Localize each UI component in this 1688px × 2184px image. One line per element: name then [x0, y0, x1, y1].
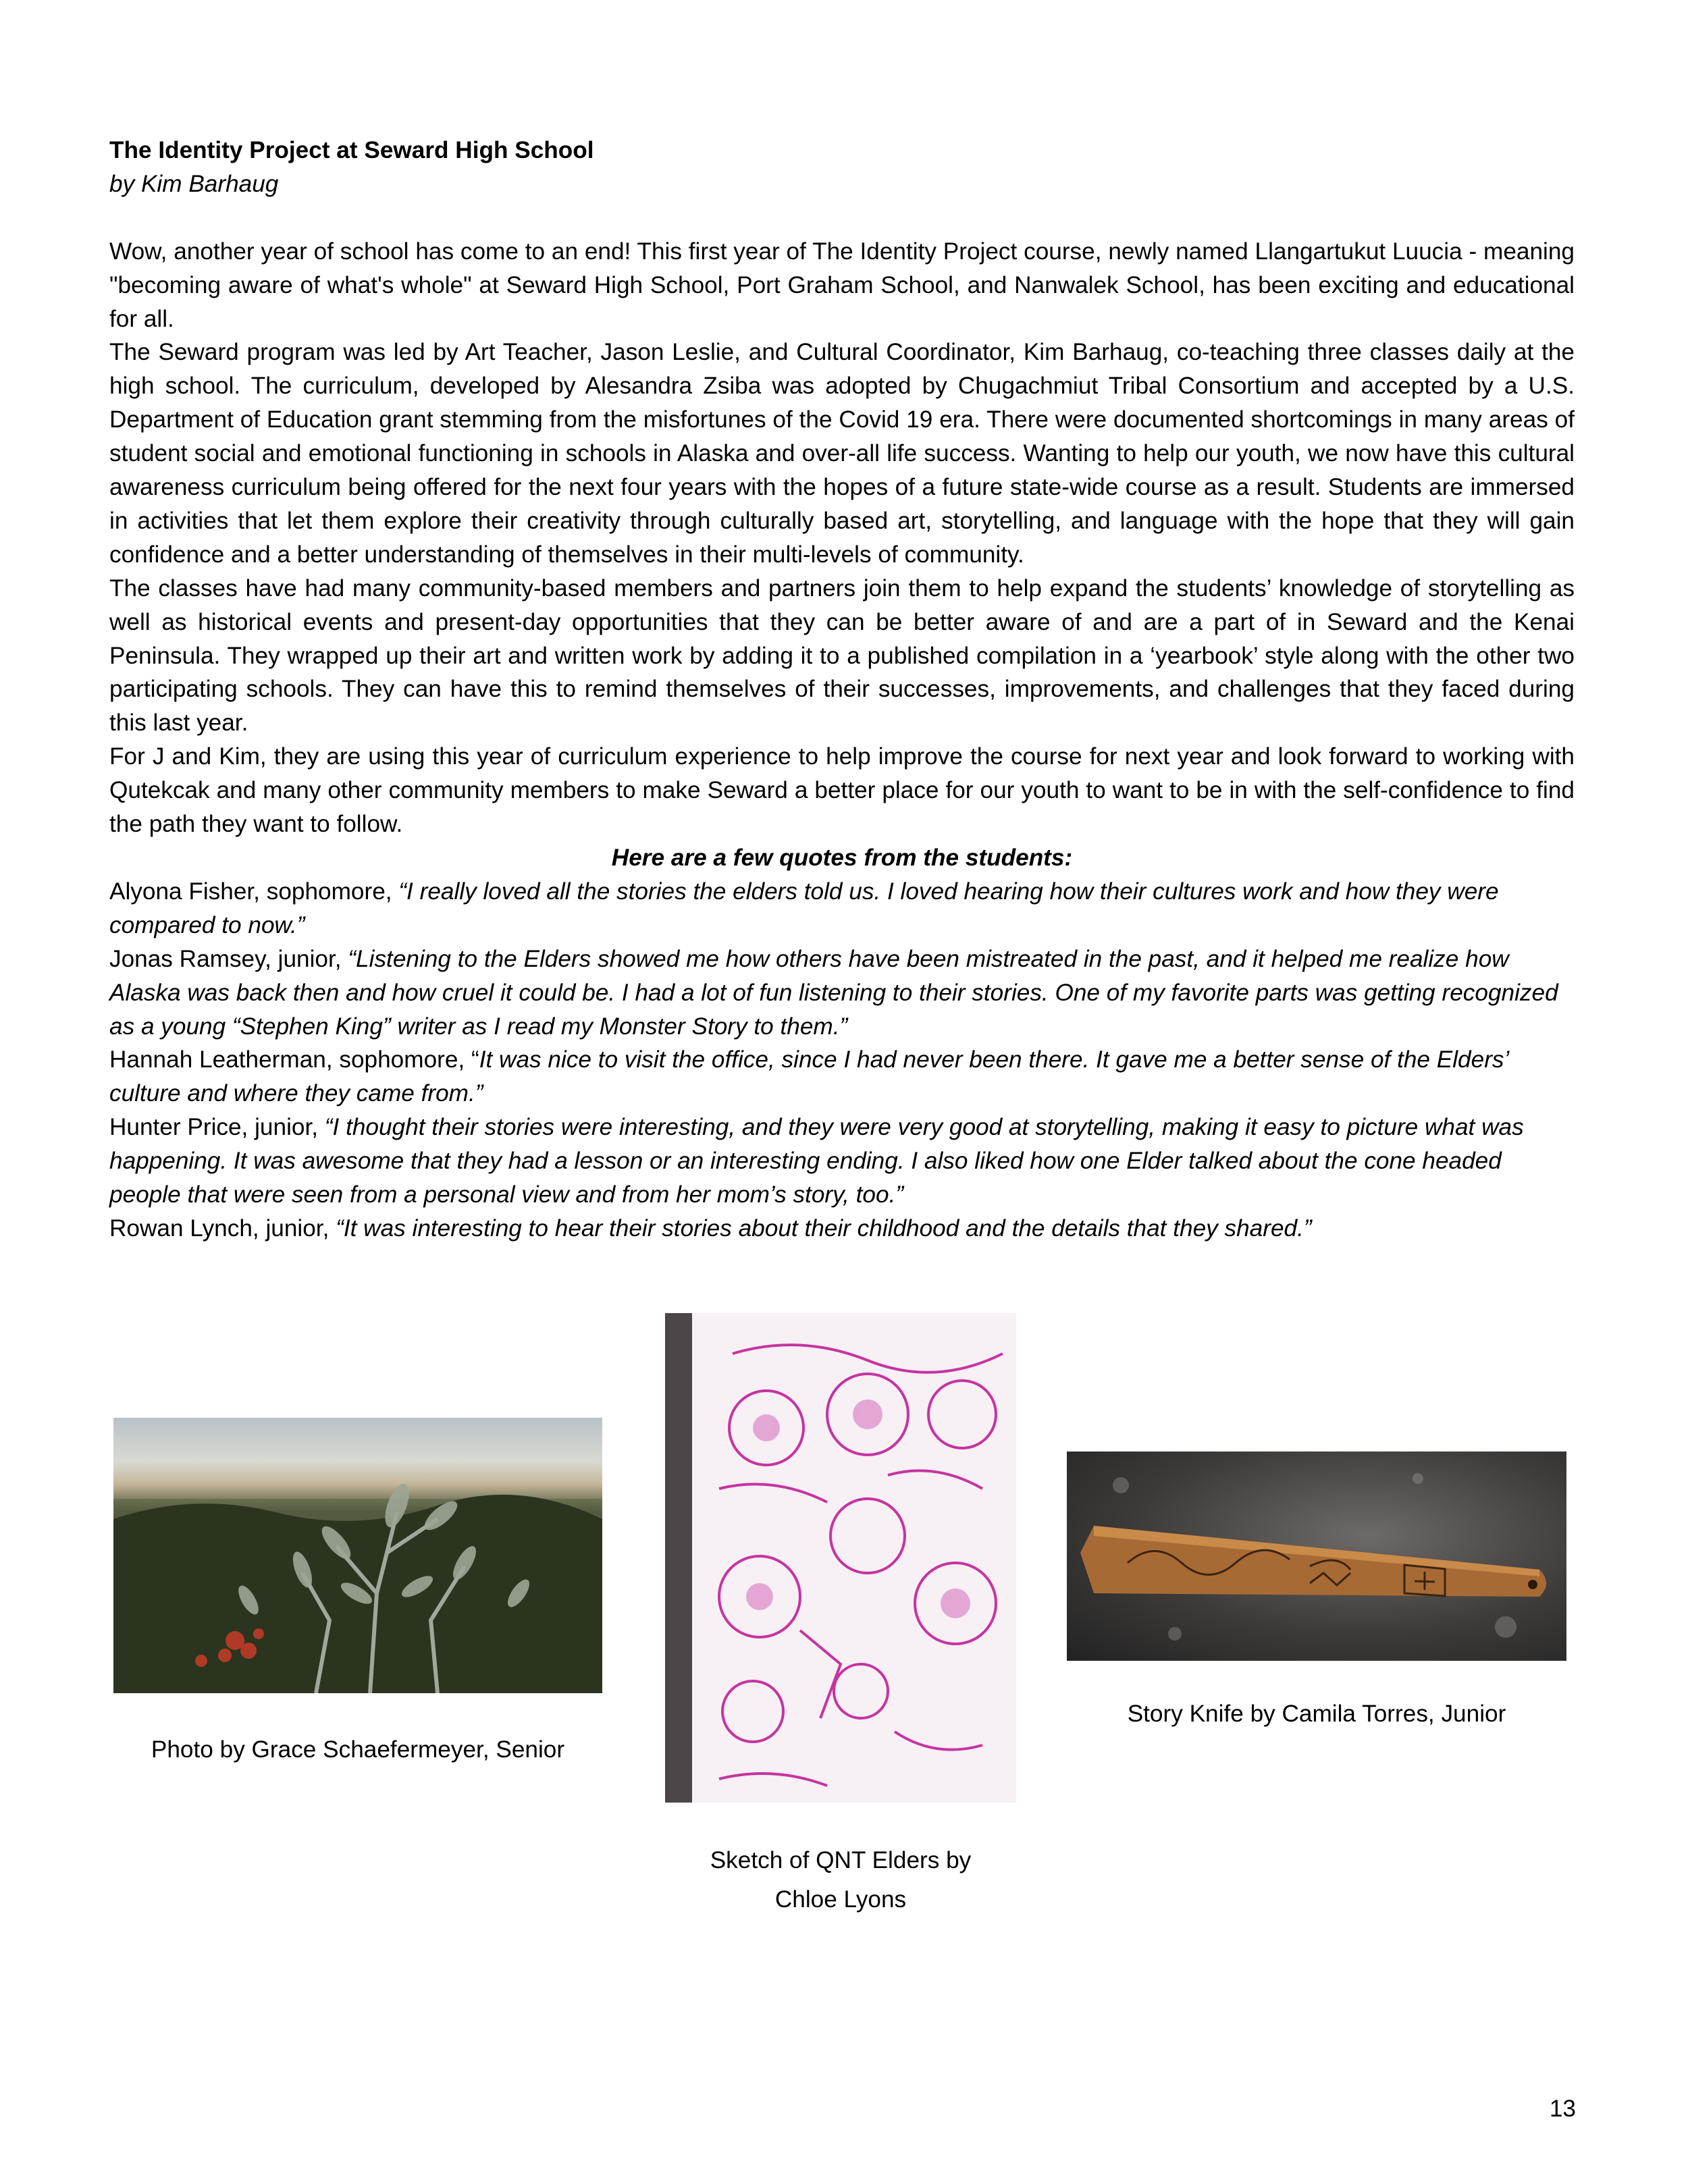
student-quote — [109, 942, 1575, 1044]
flower-photo — [113, 1418, 602, 1693]
quote-speaker: Jonas Ramsey, junior, — [109, 945, 348, 972]
quote-text: “Listening to the Elders showed me how others have been mistreated in the past, and it helped me realize how Alaska was back then and how cruel it could be. I had a lot of fun listening to their stories. One of my favorite parts was getting recognized as a young “Stephen King” writer as I read my Monster Story to them.” — [109, 945, 1558, 1040]
student-quote — [109, 1111, 1575, 1212]
student-quote — [109, 1212, 1575, 1246]
photo-caption: Photo by Grace Schaefermeyer, Senior — [151, 1736, 565, 1763]
article-byline: by Kim Barhaug — [109, 170, 279, 197]
student-quote — [109, 1043, 1575, 1111]
student-quote — [109, 875, 1575, 942]
flower-photo-art — [113, 1418, 602, 1693]
sketch-art — [665, 1313, 1016, 1803]
quote-speaker: Alyona Fisher, sophomore, — [109, 878, 399, 905]
paragraph: Wow, another year of school has come to an end! This first year of The Identity Project course, newly named Llangartukut Luucia - meaning "becoming aware of what's whole" at Seward High School, Port Graham School, and Nanwalek School, has been exciting and educational for all. — [109, 238, 1575, 332]
spacer — [109, 201, 1575, 235]
quote-speaker: Hannah Leatherman, sophomore, “ — [109, 1046, 479, 1073]
quote-text: “I really loved all the stories the elders told us. I loved hearing how their cultures work and how they were compared to now.” — [109, 878, 1499, 938]
story-knife-art — [1067, 1451, 1566, 1661]
sketch-caption-line: Sketch of QNT Elders by — [710, 1847, 972, 1873]
paragraph: The Seward program was led by Art Teacher, Jason Leslie, and Cultural Coordinator, Kim Barhaug, co-teaching three classes daily at the high school. The curriculum, developed by Alesandra Zsiba was adopted by Chugachmiut Tribal Consortium and accepted by a U.S. Department of Education grant stemming from the misfortunes of the Covid 19 era. There were documented shortcomings in many areas of student social and emotional functioning in schools in Alaska and over-all life success. Wanting to help our youth, we now have this cultural awareness curriculum being offered for the next four years with the hopes of a future state-wide course as a result. Students are immersed in activities that let them explore their creativity through culturally based art, storytelling, and language with the hope that they will gain confidence and a better understanding of themselves in their multi-levels of community. — [109, 339, 1575, 568]
page-number: 13 — [1549, 2096, 1576, 2122]
paragraph: For J and Kim, they are using this year of curriculum experience to help improve the course for next year and look forward to working with Qutekcak and many other community members to make Seward a better place for our youth to want to be in with the self-confidence to find the path they want to follow. — [109, 743, 1575, 838]
sketch-caption-line: Chloe Lyons — [774, 1886, 907, 1913]
article — [109, 134, 1575, 1246]
paragraph: The classes have had many community-based members and partners join them to help expand the students’ knowledge of storytelling as well as historical events and present-day opportunities that they can be better aware of and are a part of in Seward and the Kenai Peninsula. They wrapped up their art and written work by adding it to a published compilation in a ‘yearbook’ style along with the other two participating schools. They can have this to remind themselves of their successes, improvements, and challenges that they faced during this last year. — [109, 575, 1575, 737]
quote-text: “It was interesting to hear their stories about their childhood and the details that they shared.” — [336, 1215, 1312, 1242]
quote-speaker: Rowan Lynch, junior, — [109, 1215, 336, 1242]
sketch-photo — [665, 1313, 1016, 1803]
quote-text: “I thought their stories were interesting, and they were very good at storytelling, making it easy to picture what was happening. It was awesome that they had a lesson or an interesting ending. I also liked how one Elder talked about the cone headed people that were seen from a personal view and from her mom’s story, too.” — [109, 1114, 1524, 1208]
quote-text: It was nice to visit the office, since I had never been there. It gave me a better sense of the Elders’ culture and where they came from.” — [109, 1046, 1508, 1107]
story-knife-photo — [1067, 1451, 1566, 1661]
article-title: The Identity Project at Seward High School — [109, 137, 594, 163]
quote-speaker: Hunter Price, junior, — [109, 1114, 325, 1141]
sketch-caption — [665, 1841, 1016, 1919]
quotes-heading: Here are a few quotes from the students: — [611, 845, 1073, 872]
knife-caption: Story Knife by Camila Torres, Junior — [1127, 1701, 1506, 1727]
